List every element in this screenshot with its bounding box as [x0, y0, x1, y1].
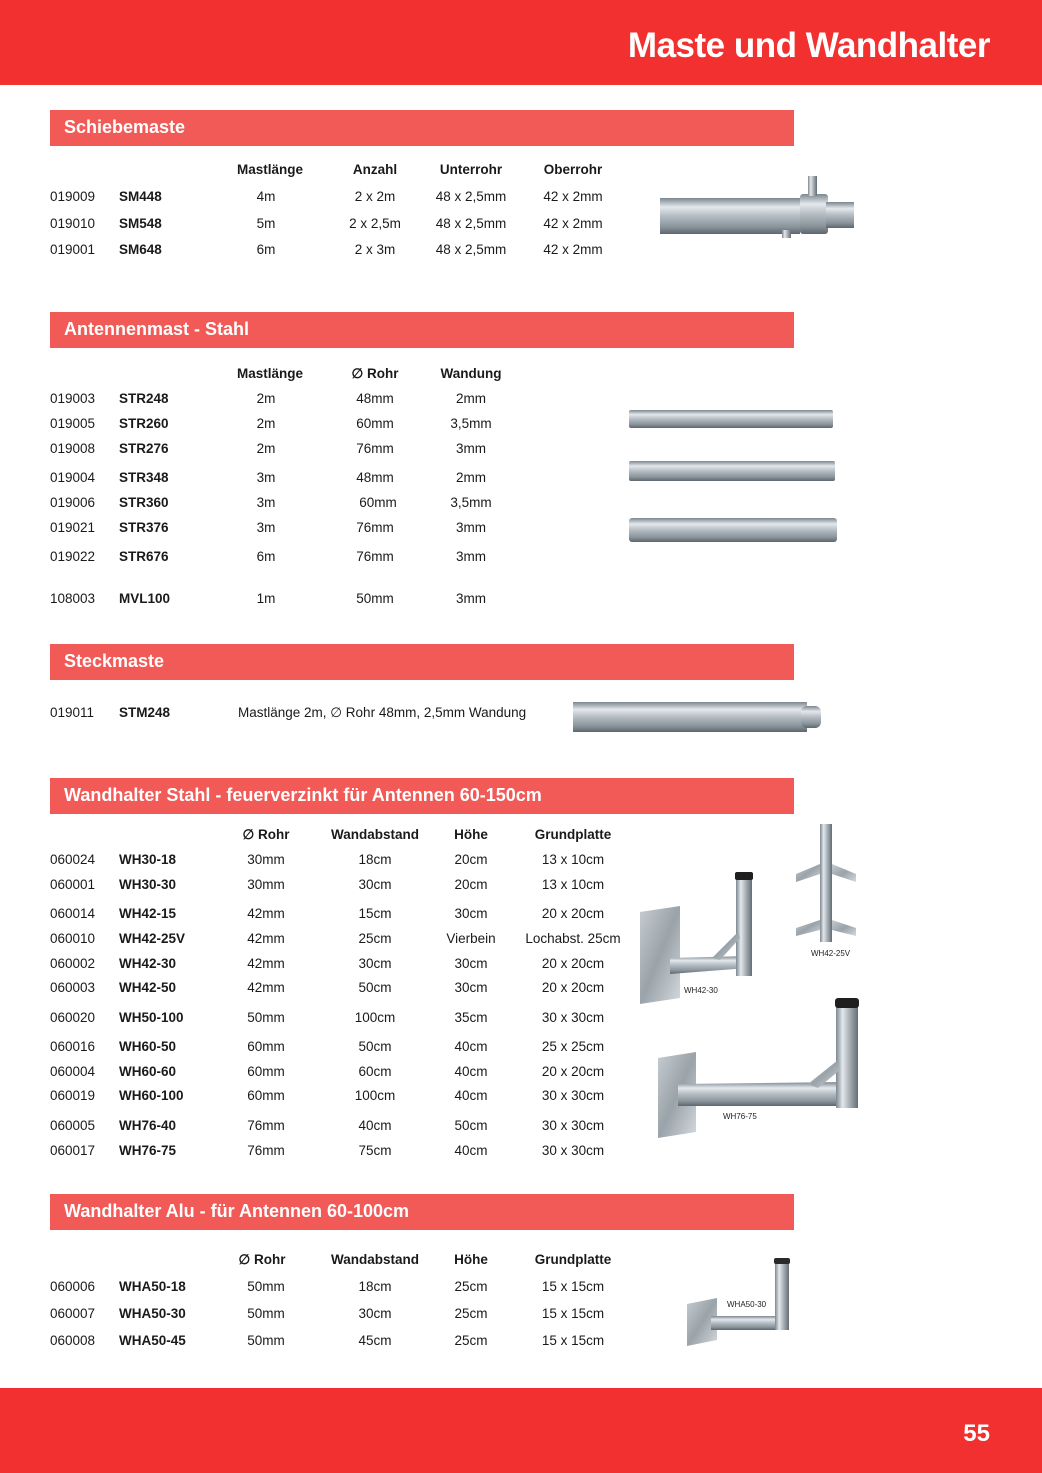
table-cell: 45cm [358, 1333, 392, 1348]
table-cell: 42mm [247, 906, 285, 921]
table-cell: 48 x 2,5mm [435, 242, 507, 257]
table-cell: 40cm [454, 1088, 488, 1103]
model-name: SM548 [119, 216, 162, 231]
table-cell: 3m [256, 470, 276, 485]
model-name: WH60-50 [119, 1039, 177, 1054]
section-header [50, 1194, 794, 1230]
table-cell: 50mm [356, 591, 394, 606]
table-cell: 15cm [358, 906, 392, 921]
article-number: 019001 [50, 242, 96, 257]
table-cell: 3mm [456, 520, 486, 535]
column-header: ∅ Rohr [242, 827, 290, 842]
image-caption: WH42-30 [684, 986, 718, 995]
model-name: STM248 [119, 705, 171, 720]
table-cell: 6m [256, 242, 276, 257]
table-cell: 20 x 20cm [541, 980, 605, 995]
model-name: STR376 [119, 520, 169, 535]
model-name: STR676 [119, 549, 169, 564]
article-number: 060002 [50, 956, 96, 971]
table-cell: 30cm [454, 956, 488, 971]
column-header: Grundplatte [534, 1252, 612, 1267]
table-cell: 30cm [454, 980, 488, 995]
section-title: Schiebemaste [64, 117, 186, 137]
table-cell: 100cm [354, 1010, 396, 1025]
page-number: 55 [963, 1420, 990, 1447]
table-cell: Vierbein [446, 931, 496, 946]
model-name: SM648 [119, 242, 162, 257]
article-number: 060005 [50, 1118, 96, 1133]
image-caption: WH76-75 [723, 1112, 757, 1121]
table-cell: 4m [256, 189, 276, 204]
model-name: WH42-30 [119, 956, 177, 971]
model-name: WH60-100 [119, 1088, 184, 1103]
model-name: SM448 [119, 189, 162, 204]
table-cell: 50mm [247, 1010, 285, 1025]
article-number: 060017 [50, 1143, 96, 1158]
article-number: 060020 [50, 1010, 96, 1025]
table-cell: 42 x 2mm [543, 189, 603, 204]
model-name: WH42-25V [119, 931, 186, 946]
model-name: WH50-100 [119, 1010, 184, 1025]
steel-pipe-image [629, 518, 839, 544]
article-number: 060001 [50, 877, 96, 892]
column-header: Unterrohr [439, 162, 503, 177]
table-cell: 18cm [358, 852, 392, 867]
table-cell: 2mm [456, 391, 486, 406]
article-number: 019006 [50, 495, 96, 510]
column-header: ∅ Rohr [351, 366, 399, 381]
table-cell: 30 x 30cm [541, 1143, 605, 1158]
model-name: STR248 [119, 391, 169, 406]
table-cell: 76mm [356, 520, 394, 535]
column-header: Grundplatte [534, 827, 612, 842]
table-cell: 15 x 15cm [541, 1279, 605, 1294]
column-header: Mastlänge [236, 366, 304, 381]
table-cell: 3,5mm [450, 495, 492, 510]
column-header: Wandabstand [330, 827, 420, 842]
table-cell: 6m [256, 549, 276, 564]
article-number: 019011 [50, 705, 95, 720]
footer-band [0, 1388, 1042, 1473]
table-cell: 2m [256, 416, 276, 431]
table-cell: 30cm [358, 877, 392, 892]
table-cell: 40cm [454, 1064, 488, 1079]
article-number: 060004 [50, 1064, 96, 1079]
table-cell: 50cm [358, 980, 392, 995]
article-number: 019010 [50, 216, 96, 231]
article-number: 060006 [50, 1279, 96, 1294]
section-header [50, 778, 794, 814]
table-cell: 42mm [247, 931, 285, 946]
table-cell: 76mm [356, 441, 394, 456]
steel-pipe-image [629, 461, 837, 483]
article-number: 019021 [50, 520, 96, 535]
article-number: 060019 [50, 1088, 96, 1103]
table-cell: 30cm [358, 1306, 392, 1321]
model-name: WH42-50 [119, 980, 177, 995]
steel-pipe-image [629, 410, 835, 430]
column-header: Oberrohr [543, 162, 603, 177]
table-cell: 3mm [456, 441, 486, 456]
article-number: 060010 [50, 931, 96, 946]
header-band [0, 0, 1042, 85]
product-description: Mastlänge 2m, ∅ Rohr 48mm, 2,5mm Wandung [238, 705, 527, 720]
image-caption: WH42-25V [811, 949, 851, 958]
table-cell: 20 x 20cm [541, 956, 605, 971]
model-name: STR348 [119, 470, 169, 485]
table-cell: 60mm [359, 495, 397, 510]
image-caption: WHA50-30 [727, 1300, 767, 1309]
article-number: 060008 [50, 1333, 96, 1348]
wall-bracket-image [792, 824, 862, 949]
table-cell: 76mm [247, 1143, 285, 1158]
table-cell: 2m [256, 441, 276, 456]
table-cell: 48mm [356, 391, 394, 406]
article-number: 060024 [50, 852, 96, 867]
table-cell: 2 x 2m [354, 189, 396, 204]
column-header: Höhe [454, 1252, 488, 1267]
model-name: WH76-75 [119, 1143, 177, 1158]
section-title: Wandhalter Stahl - feuerverzinkt für Antennen 60-150cm [64, 785, 542, 805]
table-cell: 3,5mm [450, 416, 492, 431]
table-cell: 2m [256, 391, 276, 406]
article-number: 019008 [50, 441, 96, 456]
table-cell: 13 x 10cm [541, 852, 605, 867]
wall-bracket-image [658, 998, 863, 1140]
article-number: 060014 [50, 906, 96, 921]
table-cell: 3m [256, 520, 276, 535]
table-cell: 3mm [456, 549, 486, 564]
table-cell: 25cm [358, 931, 392, 946]
model-name: WH30-30 [119, 877, 177, 892]
table-cell: 40cm [454, 1039, 488, 1054]
article-number: 108003 [50, 591, 96, 606]
table-cell: 15 x 15cm [541, 1333, 605, 1348]
table-cell: 50cm [454, 1118, 488, 1133]
column-header: Höhe [454, 827, 488, 842]
column-header: Anzahl [352, 162, 398, 177]
table-cell: 48mm [356, 470, 394, 485]
table-cell: Lochabst. 25cm [525, 931, 621, 946]
table-cell: 60mm [247, 1088, 285, 1103]
table-cell: 25 x 25cm [541, 1039, 605, 1054]
table-cell: 42 x 2mm [543, 242, 603, 257]
article-number: 060016 [50, 1039, 96, 1054]
model-name: STR260 [119, 416, 169, 431]
section-header [50, 110, 794, 146]
table-cell: 25cm [454, 1279, 488, 1294]
page-title: Maste und Wandhalter [627, 26, 990, 65]
table-cell: 25cm [454, 1306, 488, 1321]
table-cell: 20cm [454, 852, 488, 867]
table-cell: 18cm [358, 1279, 392, 1294]
wall-bracket-image [640, 872, 765, 1004]
article-number: 019005 [50, 416, 96, 431]
model-name: WH30-18 [119, 852, 177, 867]
model-name: WH42-15 [119, 906, 177, 921]
column-header: ∅ Rohr [238, 1252, 286, 1267]
model-name: WHA50-45 [119, 1333, 186, 1348]
section-title: Steckmaste [64, 651, 165, 671]
section-title: Wandhalter Alu - für Antennen 60-100cm [64, 1201, 410, 1221]
article-number: 019009 [50, 189, 96, 204]
table-cell: 50mm [247, 1333, 285, 1348]
model-name: WHA50-30 [119, 1306, 186, 1321]
table-cell: 13 x 10cm [541, 877, 605, 892]
table-cell: 20cm [454, 877, 488, 892]
table-cell: 3m [256, 495, 276, 510]
table-cell: 60mm [247, 1039, 285, 1054]
column-header: Wandabstand [330, 1252, 420, 1267]
section-title: Antennenmast - Stahl [64, 319, 250, 339]
table-cell: 42 x 2mm [543, 216, 603, 231]
table-cell: 50mm [247, 1306, 285, 1321]
article-number: 019003 [50, 391, 96, 406]
table-cell: 2 x 3m [354, 242, 396, 257]
table-cell: 35cm [454, 1010, 488, 1025]
model-name: STR360 [119, 495, 169, 510]
table-cell: 30cm [454, 906, 488, 921]
table-cell: 5m [256, 216, 276, 231]
table-cell: 25cm [454, 1333, 488, 1348]
table-cell: 42mm [247, 980, 285, 995]
table-cell: 40cm [358, 1118, 392, 1133]
table-cell: 2mm [456, 470, 486, 485]
table-cell: 20 x 20cm [541, 906, 605, 921]
table-cell: 60mm [247, 1064, 285, 1079]
plug-in-mast-image [573, 702, 825, 734]
model-name: MVL100 [119, 591, 171, 606]
table-cell: 76mm [247, 1118, 285, 1133]
model-name: WH76-40 [119, 1118, 177, 1133]
table-cell: 50cm [358, 1039, 392, 1054]
model-name: WHA50-18 [119, 1279, 186, 1294]
table-cell: 20 x 20cm [541, 1064, 605, 1079]
table-cell: 3mm [456, 591, 486, 606]
column-header: Mastlänge [236, 162, 304, 177]
table-cell: 42mm [247, 956, 285, 971]
telescopic-mast-image [660, 176, 860, 238]
table-cell: 76mm [356, 549, 394, 564]
table-cell: 30 x 30cm [541, 1010, 605, 1025]
article-number: 060007 [50, 1306, 96, 1321]
table-cell: 15 x 15cm [541, 1306, 605, 1321]
table-cell: 50mm [247, 1279, 285, 1294]
section-header [50, 644, 794, 680]
article-number: 060003 [50, 980, 96, 995]
table-cell: 2 x 2,5m [349, 216, 401, 231]
table-cell: 75cm [358, 1143, 392, 1158]
table-cell: 40cm [454, 1143, 488, 1158]
model-name: STR276 [119, 441, 169, 456]
table-cell: 30 x 30cm [541, 1118, 605, 1133]
article-number: 019022 [50, 549, 96, 564]
column-header: Wandung [440, 366, 502, 381]
table-cell: 30mm [247, 877, 285, 892]
table-cell: 48 x 2,5mm [435, 189, 507, 204]
table-cell: 30 x 30cm [541, 1088, 605, 1103]
section-header [50, 312, 794, 348]
article-number: 019004 [50, 470, 96, 485]
table-cell: 100cm [354, 1088, 396, 1103]
table-cell: 30cm [358, 956, 392, 971]
table-cell: 60mm [356, 416, 394, 431]
table-cell: 60cm [358, 1064, 392, 1079]
table-cell: 30mm [247, 852, 285, 867]
table-cell: 1m [256, 591, 276, 606]
table-cell: 48 x 2,5mm [435, 216, 507, 231]
model-name: WH60-60 [119, 1064, 177, 1079]
